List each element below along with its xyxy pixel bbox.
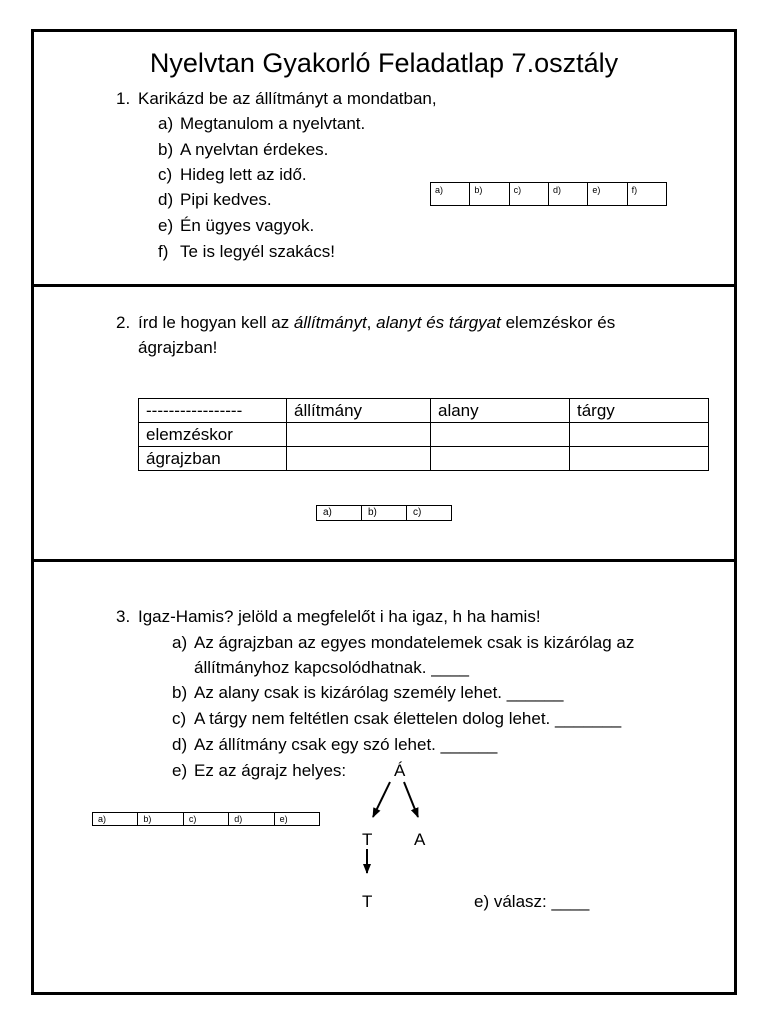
q3-item-c bbox=[0, 709, 768, 729]
item-text: Megtanulom a nyelvtant. bbox=[180, 114, 366, 133]
q3-item-a bbox=[0, 633, 768, 653]
q2-prompt-line1 bbox=[138, 313, 615, 333]
item-label: d) bbox=[172, 735, 188, 754]
table-row-label: ágrajzban bbox=[139, 447, 287, 471]
item-text: Én ügyes vagyok. bbox=[180, 216, 315, 235]
item-text: Az alany csak is kizárólag személy lehet. ______ bbox=[194, 683, 564, 702]
arrow-root-to-left bbox=[373, 782, 390, 817]
table-cell-empty bbox=[431, 423, 570, 447]
q1-item-b bbox=[0, 140, 768, 160]
answer-cell: c) bbox=[184, 813, 229, 825]
table-cell-empty bbox=[570, 423, 709, 447]
q2-prompt-row-2 bbox=[0, 338, 768, 358]
table-header-cell: ----------------- bbox=[139, 399, 287, 423]
q3-item-a-continued bbox=[0, 658, 768, 678]
table-header-cell: alany bbox=[431, 399, 570, 423]
q2-text-end: elemzéskor és bbox=[500, 313, 616, 332]
item-label: c) bbox=[172, 709, 187, 728]
q2-number: 2. bbox=[116, 313, 131, 332]
table-header-cell: tárgy bbox=[570, 399, 709, 423]
table-header-cell: állítmány bbox=[287, 399, 431, 423]
item-label: a) bbox=[158, 114, 174, 133]
q2-prompt-row bbox=[0, 313, 768, 333]
q1-item-a bbox=[0, 114, 768, 134]
table-cell-empty bbox=[287, 423, 431, 447]
arrow-root-to-right bbox=[404, 782, 418, 817]
diagram-node-bottom: T bbox=[362, 892, 373, 911]
table-cell-empty bbox=[431, 447, 570, 471]
item-label: a) bbox=[172, 633, 188, 652]
item-label: e) bbox=[172, 761, 188, 780]
answer-cell: e) bbox=[279, 814, 288, 824]
q3-e-answer-prompt: e) válasz: ____ bbox=[474, 892, 590, 911]
item-label: f) bbox=[158, 242, 169, 261]
item-text: A tárgy nem feltétlen csak élettelen dolog lehet. _______ bbox=[194, 709, 622, 728]
item-label: e) bbox=[158, 216, 174, 235]
answer-cell: b) bbox=[362, 506, 407, 520]
answer-cell: c) bbox=[510, 183, 549, 205]
q3-prompt: Igaz-Hamis? jelöld a megfelelőt i ha igaz, h ha hamis! bbox=[138, 607, 541, 626]
item-text: Az állítmány csak egy szó lehet. ______ bbox=[194, 735, 498, 754]
section-divider-2 bbox=[31, 559, 737, 562]
diagram-arrows bbox=[340, 760, 460, 900]
section-divider-1 bbox=[31, 284, 737, 287]
answer-cell: d) bbox=[549, 183, 588, 205]
q1-answer-box bbox=[430, 182, 667, 206]
table-row-label: elemzéskor bbox=[139, 423, 287, 447]
q1-prompt: Karikázd be az állítmányt a mondatban, bbox=[138, 89, 437, 108]
q2-text-italic-2: alanyt és tárgyat bbox=[376, 313, 501, 332]
q1-number: 1. bbox=[116, 89, 131, 108]
q2-text-italic-1: állítmányt bbox=[293, 313, 367, 332]
table-row bbox=[139, 423, 709, 447]
q2-analysis-table bbox=[138, 398, 709, 471]
item-text: Pipi kedves. bbox=[180, 190, 272, 209]
q3-prompt-row bbox=[0, 607, 768, 627]
q3-item-b bbox=[0, 683, 768, 703]
table-cell-empty bbox=[287, 447, 431, 471]
q1-item-f bbox=[0, 242, 768, 262]
table-header-row bbox=[139, 399, 709, 423]
answer-cell: e) bbox=[588, 183, 627, 205]
item-label: b) bbox=[158, 140, 174, 159]
answer-cell: f) bbox=[631, 185, 638, 195]
q3-answer-box bbox=[92, 812, 320, 826]
diagram-node-root: Á bbox=[394, 761, 406, 780]
page-title: Nyelvtan Gyakorló Feladatlap 7.osztály bbox=[149, 48, 619, 78]
q1-prompt-row bbox=[0, 89, 768, 109]
q3-item-d bbox=[0, 735, 768, 755]
answer-cell: a) bbox=[93, 813, 138, 825]
item-text: A nyelvtan érdekes. bbox=[180, 140, 329, 159]
item-label: b) bbox=[172, 683, 188, 702]
diagram-node-left: T bbox=[362, 830, 373, 849]
q2-answer-box bbox=[316, 505, 452, 521]
table-row bbox=[139, 447, 709, 471]
q3-number: 3. bbox=[116, 607, 131, 626]
answer-cell: c) bbox=[413, 507, 422, 518]
item-text: állítmányhoz kapcsolódhatnak. ____ bbox=[194, 658, 470, 677]
q2-prompt-line2: ágrajzban! bbox=[138, 338, 218, 357]
item-text: Te is legyél szakács! bbox=[180, 242, 335, 261]
q1-item-e bbox=[0, 216, 768, 236]
answer-cell: d) bbox=[229, 813, 274, 825]
answer-cell: a) bbox=[431, 183, 470, 205]
diagram-node-right: A bbox=[414, 830, 426, 849]
q2-text-start: írd le hogyan kell az bbox=[138, 313, 294, 332]
table-cell-empty bbox=[570, 447, 709, 471]
item-text: Hideg lett az idő. bbox=[180, 165, 307, 184]
answer-cell: b) bbox=[470, 183, 509, 205]
answer-cell: a) bbox=[317, 506, 362, 520]
item-text: Az ágrajzban az egyes mondatelemek csak is kizárólag az bbox=[194, 633, 635, 652]
q2-text-mid: , bbox=[366, 313, 377, 332]
item-text: Ez az ágrajz helyes: bbox=[194, 761, 347, 780]
item-label: c) bbox=[158, 165, 173, 184]
item-label: d) bbox=[158, 190, 174, 209]
answer-cell: b) bbox=[138, 813, 183, 825]
